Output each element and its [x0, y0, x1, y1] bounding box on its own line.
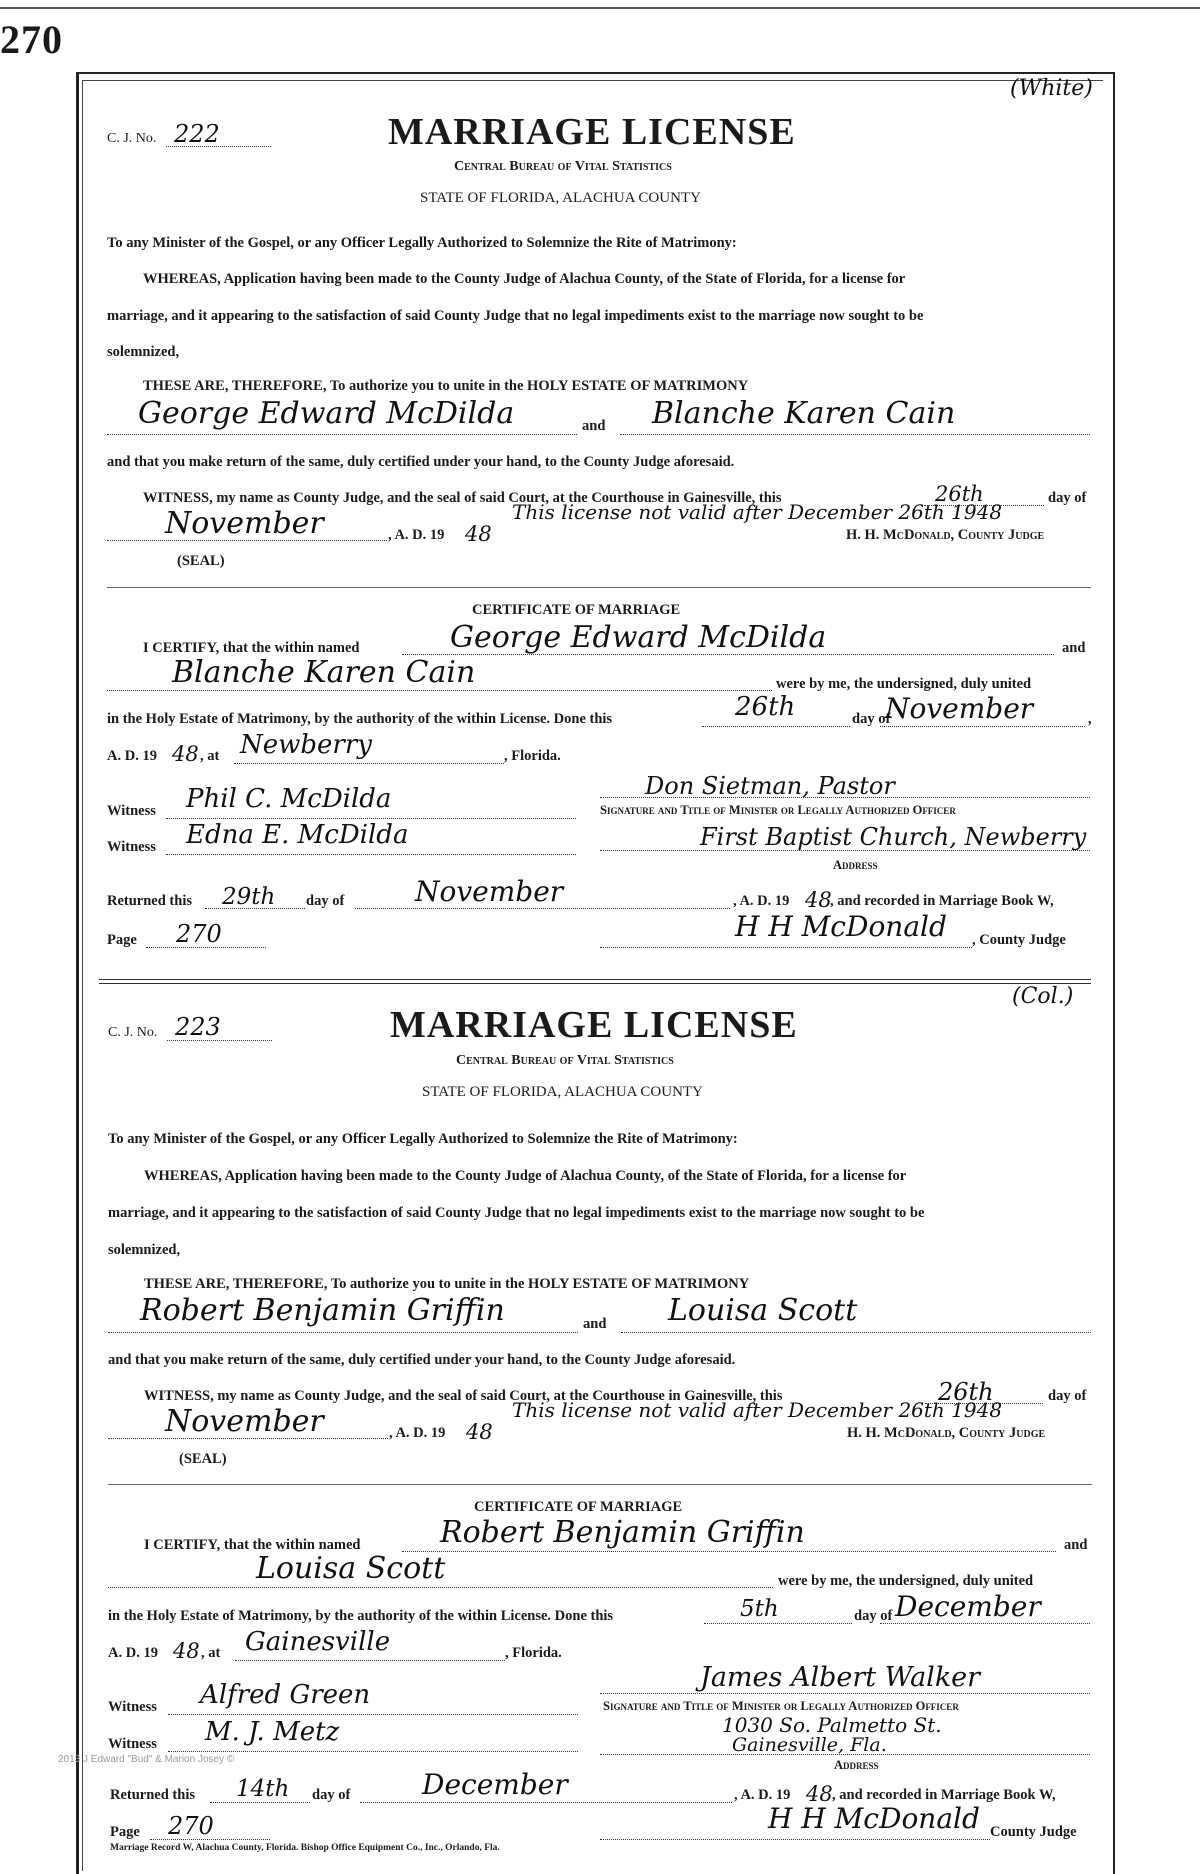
- and-word: and: [583, 1316, 607, 1332]
- done-month: November: [885, 692, 1034, 725]
- officiant-signature: James Albert Walker: [700, 1662, 981, 1693]
- groom-name: George Edward McDilda: [138, 396, 515, 431]
- issue-year: 48: [465, 522, 492, 546]
- judge-signature: H H McDonald: [768, 1802, 980, 1835]
- and-word: and: [582, 418, 606, 434]
- whereas-line-2: marriage, and it appearing to the satisfaction of said County Judge that no legal impediments exist to the marriage now sought to be: [108, 1205, 925, 1221]
- place: Gainesville: [245, 1627, 391, 1657]
- done-day: 5th: [740, 1596, 779, 1622]
- cert-bride-dots: [107, 690, 772, 691]
- returned-label: Returned this: [107, 893, 192, 909]
- county-judge-label: County Judge: [990, 1824, 1077, 1840]
- returned-day: 14th: [236, 1776, 290, 1802]
- united-text: were by me, the undersigned, duly united: [776, 676, 1032, 692]
- recorded-text: , and recorded in Marriage Book W,: [832, 1787, 1056, 1803]
- witness-label-1: Witness: [107, 803, 156, 819]
- certificate-title: CERTIFICATE OF MARRIAGE: [474, 1499, 683, 1515]
- returned-year: 48: [805, 888, 832, 912]
- certify-text: I CERTIFY, that the within named: [144, 1537, 361, 1553]
- license-title: MARRIAGE LICENSE: [388, 111, 796, 153]
- officiant-line: [600, 1693, 1090, 1694]
- witness-1: Phil C. McDilda: [186, 784, 392, 814]
- page-label: Page: [107, 932, 137, 948]
- license-separator-2: [99, 983, 1091, 984]
- returned-day-of: day of: [312, 1787, 351, 1803]
- at-label: , at: [201, 1645, 221, 1661]
- page-value: 270: [176, 920, 222, 948]
- done-day: 26th: [735, 692, 796, 722]
- judge-name: H. H. McDonald, County Judge: [846, 527, 1045, 543]
- witness-label-1: Witness: [108, 1699, 157, 1715]
- officiant-address-line: [600, 1754, 1090, 1755]
- bride-name: Blanche Karen Cain: [652, 396, 956, 431]
- done-day-of: day of: [852, 711, 891, 727]
- bureau-line: Central Bureau of Vital Statistics: [456, 1053, 674, 1068]
- returned-month: November: [415, 875, 564, 908]
- officiant-caption: Signature and Title of Minister or Legally Authorized Officer: [603, 1699, 959, 1713]
- validity-note: This license not valid after December 26th 1948: [512, 1398, 1003, 1422]
- day-of: day of: [1048, 490, 1087, 506]
- officiant-signature: Don Sietman, Pastor: [645, 772, 895, 800]
- done-day-dots: [702, 726, 850, 727]
- witness-2-dots: [166, 854, 576, 855]
- cert-groom: Robert Benjamin Griffin: [440, 1515, 805, 1550]
- holy-estate-text: in the Holy Estate of Matrimony, by the authority of the within License. Done this: [107, 711, 613, 727]
- groom-dots: [108, 1332, 578, 1333]
- race-note: (White): [1010, 76, 1093, 101]
- groom-name: Robert Benjamin Griffin: [140, 1293, 505, 1328]
- witness-1-dots: [168, 1714, 578, 1715]
- place-dots: [235, 1660, 505, 1661]
- cert-groom-dots: [402, 1551, 1056, 1552]
- certify-text: I CERTIFY, that the within named: [143, 640, 360, 656]
- witness-label-2: Witness: [107, 839, 156, 855]
- copyright-watermark: 2013 J Edward "Bud" & Marion Josey ©: [58, 1754, 235, 1765]
- returned-day-of: day of: [306, 893, 345, 909]
- footer-imprint: Marriage Record W, Alachua County, Florida. Bishop Office Equipment Co., Inc., Orlando, Fla.: [110, 1843, 500, 1853]
- day-of: day of: [1048, 1388, 1087, 1404]
- cj-number: 222: [174, 120, 220, 148]
- address-line: To any Minister of the Gospel, or any Officer Legally Authorized to Solemnize the Rite of Matrimony:: [108, 1131, 738, 1147]
- these-are-line: THESE ARE, THEREFORE, To authorize you to unite in the HOLY ESTATE OF MATRIMONY: [144, 1276, 750, 1292]
- bride-name: Louisa Scott: [668, 1293, 858, 1328]
- ad-prefix: , A. D. 19: [388, 527, 445, 543]
- cj-number: 223: [175, 1013, 221, 1041]
- done-year: 48: [173, 1639, 200, 1663]
- return-line: and that you make return of the same, duly certified under your hand, to the County Judge aforesaid.: [107, 454, 735, 470]
- divider-2: [108, 1484, 1092, 1485]
- florida: , Florida.: [505, 1645, 562, 1661]
- returned-year: 48: [806, 1782, 833, 1806]
- and-word-2: and: [1062, 640, 1086, 656]
- cert-groom: George Edward McDilda: [450, 620, 827, 655]
- whereas-line-3: solemnized,: [108, 1242, 181, 1258]
- returned-ad: , A. D. 19: [734, 1787, 791, 1803]
- bureau-line: Central Bureau of Vital Statistics: [454, 159, 672, 174]
- witness-1-dots: [166, 818, 576, 819]
- judge-name: H. H. McDonald, County Judge: [847, 1425, 1046, 1441]
- issue-month: November: [165, 506, 324, 541]
- done-month: December: [895, 1590, 1041, 1623]
- cj-label: C. J. No.: [107, 131, 157, 146]
- done-day-dots: [704, 1623, 852, 1624]
- issue-year: 48: [466, 1420, 493, 1444]
- state-line: STATE OF FLORIDA, ALACHUA COUNTY: [420, 190, 701, 206]
- witness-text: WITNESS, my name as County Judge, and the seal of said Court, at the Courthouse in Gainesville, this: [143, 490, 782, 506]
- at-label: , at: [200, 748, 220, 764]
- witness-text: WITNESS, my name as County Judge, and the seal of said Court, at the Courthouse in Gainesville, this: [144, 1388, 783, 1404]
- place-dots: [234, 763, 504, 764]
- returned-day: 29th: [222, 884, 276, 910]
- returned-month-dots: [355, 908, 730, 909]
- witness-2: Edna E. McDilda: [186, 820, 409, 850]
- judge-signature-line: [600, 947, 972, 948]
- officiant-address: First Baptist Church, Newberry: [700, 823, 1087, 851]
- returned-day-dots: [210, 1802, 310, 1803]
- seal: (SEAL): [177, 553, 225, 569]
- returned-month-dots: [360, 1802, 732, 1803]
- address-caption: Address: [834, 1758, 879, 1772]
- done-month-dots: [880, 1623, 1090, 1624]
- done-year: 48: [172, 742, 199, 766]
- and-word-2: and: [1064, 1537, 1088, 1553]
- license-separator: [99, 979, 1091, 980]
- ad-label: A. D. 19: [108, 1645, 158, 1661]
- judge-signature-line: [600, 1839, 990, 1840]
- return-line: and that you make return of the same, duly certified under your hand, to the County Judge aforesaid.: [108, 1352, 736, 1368]
- whereas-line-2: marriage, and it appearing to the satisfaction of said County Judge that no legal impediments exist to the marriage now sought to be: [107, 308, 924, 324]
- whereas-line-3: solemnized,: [107, 344, 180, 360]
- top-rule: [0, 7, 1200, 9]
- groom-dots: [107, 434, 577, 435]
- address-line: To any Minister of the Gospel, or any Officer Legally Authorized to Solemnize the Rite of Matrimony:: [107, 235, 737, 251]
- officiant-address-2: Gainesville, Fla.: [732, 1734, 887, 1756]
- certificate-title: CERTIFICATE OF MARRIAGE: [472, 602, 681, 618]
- recorded-text: , and recorded in Marriage Book W,: [830, 893, 1054, 909]
- returned-label: Returned this: [110, 1787, 195, 1803]
- united-text: were by me, the undersigned, duly united: [778, 1573, 1034, 1589]
- cj-label: C. J. No.: [108, 1025, 158, 1040]
- cert-bride: Blanche Karen Cain: [172, 655, 476, 690]
- holy-estate-text: in the Holy Estate of Matrimony, by the authority of the within License. Done this: [108, 1608, 614, 1624]
- issue-day: 26th: [935, 482, 984, 506]
- done-month-dots: [880, 726, 1085, 727]
- issue-day: 26th: [938, 1378, 994, 1406]
- page-value: 270: [168, 1812, 214, 1840]
- these-are-line: THESE ARE, THEREFORE, To authorize you to unite in the HOLY ESTATE OF MATRIMONY: [143, 378, 749, 394]
- cert-bride: Louisa Scott: [256, 1551, 446, 1586]
- returned-month: December: [422, 1768, 568, 1801]
- whereas-line-1: WHEREAS, Application having been made to the County Judge of Alachua County, of the State of Florida, for a license for: [143, 271, 906, 287]
- page-number: 270: [0, 17, 63, 62]
- officiant-caption: Signature and Title of Minister or Legally Authorized Officer: [600, 803, 956, 817]
- race-note: (Col.): [1012, 984, 1074, 1009]
- page-label: Page: [110, 1824, 140, 1840]
- done-day-of: day of: [854, 1608, 893, 1624]
- witness-2-dots: [168, 1751, 578, 1752]
- bride-dots: [620, 434, 1090, 435]
- comma: ,: [1088, 711, 1092, 727]
- cert-bride-dots: [108, 1587, 773, 1588]
- address-caption: Address: [833, 858, 878, 872]
- bride-dots: [621, 1332, 1091, 1333]
- issue-month: November: [165, 1404, 324, 1439]
- ad-label: A. D. 19: [107, 748, 157, 764]
- returned-ad: , A. D. 19: [733, 893, 790, 909]
- seal: (SEAL): [179, 1451, 227, 1467]
- ad-prefix: , A. D. 19: [389, 1425, 446, 1441]
- divider-1: [107, 587, 1091, 588]
- officiant-address-1: 1030 So. Palmetto St.: [722, 1713, 942, 1737]
- witness-label-2: Witness: [108, 1736, 157, 1752]
- judge-signature: H H McDonald: [735, 910, 947, 943]
- place: Newberry: [240, 730, 372, 760]
- witness-1: Alfred Green: [200, 1680, 371, 1710]
- license-title: MARRIAGE LICENSE: [390, 1004, 798, 1046]
- state-line: STATE OF FLORIDA, ALACHUA COUNTY: [422, 1084, 703, 1100]
- validity-note: This license not valid after December 26th 1948: [512, 500, 1003, 524]
- witness-2: M. J. Metz: [205, 1717, 340, 1747]
- county-judge-label: , County Judge: [972, 932, 1066, 948]
- florida: , Florida.: [504, 748, 561, 764]
- whereas-line-1: WHEREAS, Application having been made to the County Judge of Alachua County, of the State of Florida, for a license for: [144, 1168, 907, 1184]
